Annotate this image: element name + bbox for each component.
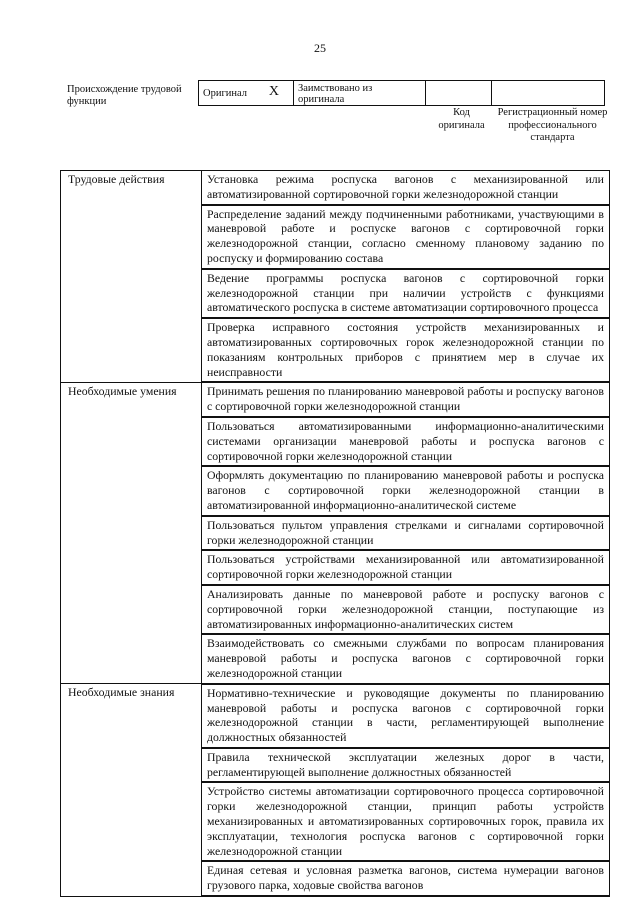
borrowed-cell	[294, 81, 426, 106]
table-row	[61, 382, 610, 417]
reg-number-label: Регистрационный номер профессионального стандарта	[497, 107, 608, 143]
section-item: Устройство системы автоматизации сортировочного процесса сортировочной горки железнодорожной станции, принцип работы устройств механизированных и автоматизированных сортировочных горок, правила их эксплуатации, технология роспуска вагонов с сортировочной горки железнодорожной станции	[202, 782, 610, 861]
section-title: Необходимые знания	[61, 684, 202, 896]
section-item: Ведение программы роспуска вагонов с сортировочной горки железнодорожной станции при наличии устройств с функциями автоматического роспуска в системе автоматизации сортировочного процесса	[202, 269, 610, 318]
section-item: Пользоваться пультом управления стрелками и сигналами сортировочной горки железнодорожной станции	[202, 516, 610, 551]
origin-label: Происхождение трудовой функции	[67, 84, 182, 107]
original-label: Оригинал	[203, 87, 247, 99]
section-item: Принимать решения по планированию маневровой работы и роспуску вагонов с сортировочной горки железнодорожной станции	[202, 382, 610, 417]
section-item: Установка режима роспуска вагонов с механизированной или автоматизированной сортировочной горки железнодорожной станции	[202, 171, 610, 205]
section-item: Нормативно-технические и руководящие документы по планированию маневровой работы и роспуска вагонов с сортировочной горки железнодорожной станции в части, регламентирующей выполнение должностных обязанностей	[202, 684, 610, 748]
code-label: Код оригинала	[438, 107, 485, 131]
origin-table	[198, 80, 605, 106]
section-item: Анализировать данные по маневровой работе и роспуску вагонов с сортировочной горки железнодорожной станции, поступающие из автоматизированных информационно-аналитических систем	[202, 585, 610, 634]
section-item: Единая сетевая и условная разметка вагонов, система нумерации вагонов грузового парка, ходовые свойства вагонов	[202, 861, 610, 896]
reg-number-cell	[492, 81, 605, 106]
table-row	[61, 171, 610, 205]
section-item: Пользоваться автоматизированными информационно-аналитическими системами организации маневровой работы и роспуска вагонов с сортировочной горки железнодорожной станции	[202, 417, 610, 466]
section-item: Правила технической эксплуатации железных дорог в части, регламентирующей выполнение должностных обязанностей	[202, 748, 610, 783]
table-row	[61, 684, 610, 748]
code-cell	[426, 81, 492, 106]
section-item: Распределение заданий между подчиненными работниками, участвующими в маневровой работе и роспуске вагонов с сортировочной горки железнодорожной станции, согласно сменному плановому заданию по роспуску и формированию состава	[202, 205, 610, 269]
section-item: Пользоваться устройствами механизированной или автоматизированной сортировочной горки железнодорожной станции	[202, 550, 610, 585]
section-title: Необходимые умения	[61, 382, 202, 683]
functions-table	[60, 170, 610, 897]
borrowed-label: Заимствовано из оригинала	[298, 83, 373, 105]
section-item: Оформлять документацию по планированию маневровой работы и роспуска вагонов с сортировочной горки железнодорожной станции в автоматизированной информационно-аналитической системе	[202, 466, 610, 515]
section-title: Трудовые действия	[61, 171, 202, 383]
original-cell	[199, 81, 294, 106]
section-item: Взаимодействовать со смежными службами по вопросам планирования маневровой работы и роспуска вагонов с сортировочной горки железнодорожной станции	[202, 634, 610, 683]
page-number: 25	[314, 41, 326, 55]
original-mark: X	[268, 84, 279, 99]
section-item: Проверка исправного состояния устройств механизированных и автоматизированных сортировочных горок железнодорожной станции по показаниям контрольных приборов с принятием мер в случае их неисправности	[202, 318, 610, 382]
